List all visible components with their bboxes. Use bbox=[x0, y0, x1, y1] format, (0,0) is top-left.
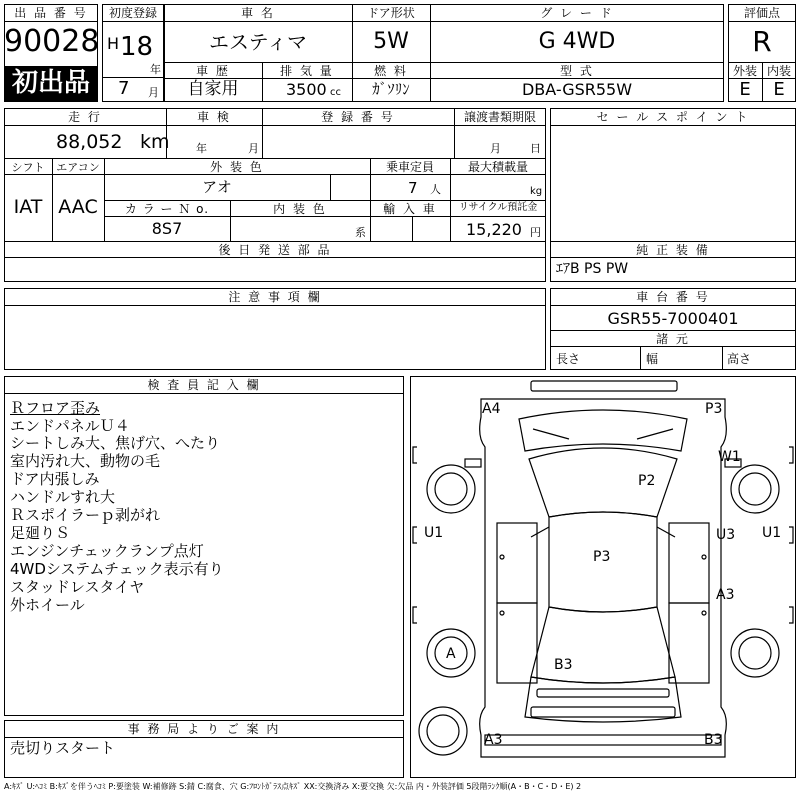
equipment-value: ｴｱB PS PW bbox=[556, 261, 629, 277]
color-no: 8S7 bbox=[151, 219, 183, 238]
inspector-line: エンドパネルＵ４ bbox=[10, 417, 130, 435]
reg-no-header: 登 録 番 号 bbox=[321, 110, 395, 124]
model-header: 型 式 bbox=[560, 64, 594, 78]
mark-b3-center: B3 bbox=[554, 657, 573, 673]
inspector-line: シートしみ大、焦げ穴、へたり bbox=[10, 434, 221, 452]
mark-u1-right: U1 bbox=[762, 525, 782, 541]
chassis-number: GSR55-7000401 bbox=[607, 309, 739, 328]
inspector-line: 外ホイール bbox=[10, 596, 85, 614]
mark-p3-top: P3 bbox=[705, 401, 723, 417]
displacement-unit: cc bbox=[330, 87, 341, 98]
equipment-header: 純 正 装 備 bbox=[636, 243, 710, 257]
length-label: 長さ bbox=[556, 352, 581, 366]
mark-p3-center: P3 bbox=[593, 549, 611, 565]
ac-header: エアコン bbox=[56, 161, 100, 174]
inspector-line: ドア内張しみ bbox=[10, 470, 100, 488]
first-listing-badge-text: 初出品 bbox=[11, 68, 90, 98]
notes-header: 注 意 事 項 欄 bbox=[228, 290, 322, 304]
inspector-line: 4WDシステムチェック表示有り bbox=[10, 560, 224, 578]
exterior-header: 外装 bbox=[732, 64, 757, 78]
displacement: 3500 bbox=[286, 80, 327, 99]
inspection-header: 車 検 bbox=[197, 110, 231, 124]
transfer-month-unit: 月 bbox=[490, 142, 501, 155]
displacement-header: 排 気 量 bbox=[280, 64, 334, 78]
capacity: 7 bbox=[408, 179, 418, 197]
mark-u1-left: U1 bbox=[424, 525, 444, 541]
first-reg-year: 18 bbox=[120, 32, 154, 62]
mark-a3-right: A3 bbox=[716, 587, 735, 603]
mark-p2: P2 bbox=[638, 473, 656, 489]
mark-b3-bottom: B3 bbox=[704, 732, 723, 748]
inspector-line: 足廻りＳ bbox=[10, 524, 71, 542]
recycle-unit: 円 bbox=[530, 226, 541, 239]
history: 自家用 bbox=[187, 79, 239, 99]
inspector-header: 検 査 員 記 入 欄 bbox=[147, 378, 261, 392]
sales-points-header: セ ー ル ス ポ イ ン ト bbox=[596, 110, 750, 124]
shift: IAT bbox=[13, 196, 43, 218]
inspector-line: エンジンチェックランプ点灯 bbox=[10, 542, 204, 560]
capacity-header: 乗車定員 bbox=[385, 160, 434, 174]
int-color-header: 内 装 色 bbox=[273, 202, 327, 216]
mark-w1: W1 bbox=[718, 449, 741, 465]
door-type: 5W bbox=[373, 29, 409, 54]
fuel: ｶﾞｿﾘﾝ bbox=[372, 80, 410, 98]
car-name: エスティマ bbox=[209, 30, 307, 54]
recycle-deposit: 15,220 bbox=[466, 220, 522, 239]
later-parts-header: 後 日 発 送 部 品 bbox=[218, 243, 332, 257]
transfer-day-unit: 日 bbox=[530, 142, 541, 155]
model: DBA-GSR55W bbox=[521, 80, 633, 99]
inspector-line: スタッドレスタイヤ bbox=[10, 578, 145, 596]
color-no-header: カ ラ ー Ｎ o. bbox=[124, 202, 210, 216]
shift-header: シフト bbox=[11, 161, 45, 174]
recycle-header: リサイクル預託金 bbox=[458, 202, 538, 213]
inspector-line: 室内汚れ大、動物の毛 bbox=[10, 452, 161, 470]
load-header: 最大積載量 bbox=[467, 160, 528, 174]
inspection-year-unit: 年 bbox=[196, 142, 207, 155]
height-label: 高さ bbox=[727, 352, 752, 366]
fuel-header: 燃 料 bbox=[374, 64, 408, 78]
mileage-unit: km bbox=[140, 131, 170, 153]
era-letter: H bbox=[107, 34, 120, 53]
inspector-line: Ｒスポイラーｐ剥がれ bbox=[10, 506, 161, 524]
exterior-grade: E bbox=[739, 79, 751, 100]
lot-number: 90028 bbox=[4, 24, 100, 59]
door-header: ドア形状 bbox=[367, 6, 415, 20]
score-header: 評価点 bbox=[743, 6, 780, 20]
mark-a-wheel: A bbox=[446, 646, 456, 662]
chassis-header: 車 台 番 号 bbox=[636, 290, 710, 304]
ext-color: アオ bbox=[202, 178, 232, 196]
first-reg-month: 7 bbox=[118, 78, 130, 99]
score: R bbox=[752, 25, 772, 58]
history-header: 車 歴 bbox=[196, 64, 230, 78]
month-unit: 月 bbox=[148, 86, 159, 99]
transfer-header: 譲渡書類期限 bbox=[463, 110, 536, 124]
first-reg-header: 初度登録 bbox=[108, 6, 157, 20]
car-name-header: 車 名 bbox=[241, 6, 275, 20]
int-color-unit: 系 bbox=[355, 226, 366, 239]
interior-grade: E bbox=[773, 79, 785, 100]
year-unit: 年 bbox=[150, 63, 161, 76]
capacity-unit: 人 bbox=[430, 183, 441, 196]
interior-header: 内装 bbox=[766, 64, 791, 78]
mark-a4: A4 bbox=[482, 401, 501, 417]
grade: G 4WD bbox=[538, 29, 616, 54]
lot-number-header: 出 品 番 号 bbox=[14, 6, 88, 20]
car-diagram bbox=[411, 377, 795, 777]
ext-color-header: 外 装 色 bbox=[210, 160, 264, 174]
ac: AAC bbox=[58, 196, 98, 218]
grade-header: グ レ ー ド bbox=[540, 6, 614, 20]
load-unit: kg bbox=[530, 186, 543, 197]
mark-u3: U3 bbox=[716, 527, 736, 543]
office-header: 事 務 局 よ り ご 案 内 bbox=[127, 722, 281, 736]
damage-code-legend: A:ｷｽﾞ U:ﾍｺﾐ B:ｷｽﾞを伴うﾍｺﾐ P:要塗装 W:補修跡 S:錆 C:腐食、穴 G:ﾌﾛﾝﾄｶﾞﾗｽ点ｷｽﾞ XX:交換済み X:要交換 欠:欠品 内・外装評価 5段階ﾗﾝｸ順(A・B・C・D・E) 2 bbox=[4, 782, 582, 791]
import-header: 輸 入 車 bbox=[383, 202, 437, 216]
inspector-line: ハンドルすれ大 bbox=[10, 488, 116, 506]
dims-header: 諸 元 bbox=[656, 332, 690, 346]
inspection-month-unit: 月 bbox=[248, 142, 259, 155]
mileage-header: 走 行 bbox=[68, 110, 102, 124]
inspector-line: Ｒフロア歪み bbox=[10, 399, 101, 417]
mark-a3-bottom: A3 bbox=[484, 732, 503, 748]
mileage: 88,052 bbox=[56, 131, 123, 153]
width-label: 幅 bbox=[646, 352, 659, 366]
office-message: 売切りスタート bbox=[10, 739, 116, 757]
